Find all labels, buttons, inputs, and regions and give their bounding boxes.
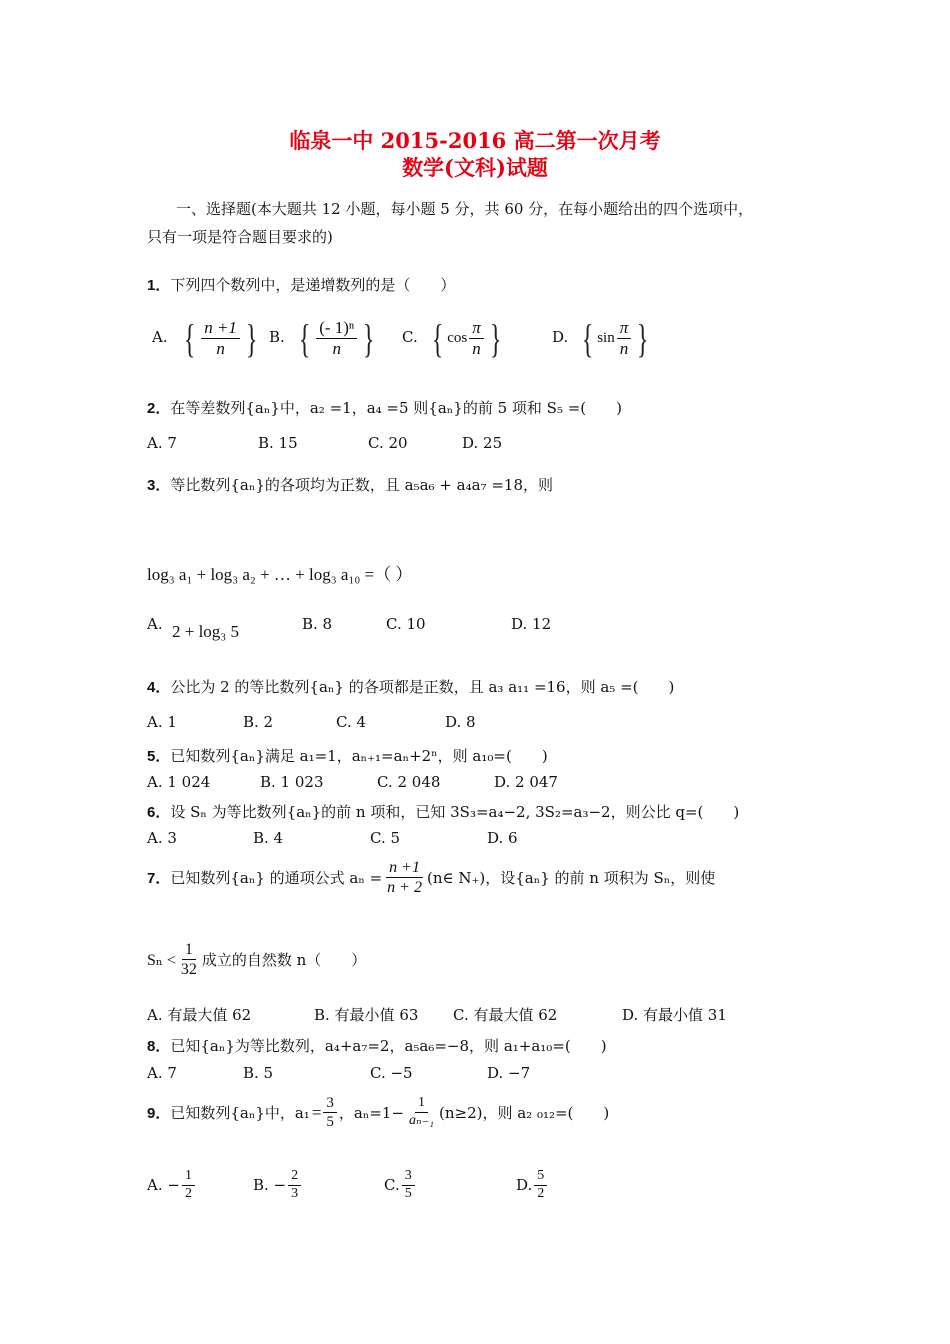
q5-option-b: B. 1 023 <box>260 773 324 791</box>
q2-option-b: B. 15 <box>258 434 298 452</box>
option-label: B. − <box>253 1176 287 1195</box>
q6-option-a: A. 3 <box>147 829 177 847</box>
question-text-a: 已知数列{aₙ} 的通项公式 aₙ = <box>170 869 383 888</box>
q7-option-c: C. 有最大值 62 <box>453 1006 558 1024</box>
q2-option-a: A. 7 <box>147 434 177 452</box>
option-c-label: C. <box>402 328 418 346</box>
option-label: A. − <box>147 1176 180 1195</box>
question-text-a: 已知数列{aₙ}中，a₁ <box>170 1104 310 1122</box>
frac-denominator: 5 <box>326 1114 334 1130</box>
frac-numerator: 1 <box>182 940 196 960</box>
question-text: 设 Sₙ 为等比数列{aₙ}的前 n 项和，已知 3S₃=a₄−2, 3S₂=a₃−2，则公比 q=( ) <box>170 803 740 821</box>
option-d-expr: { sin $\frac{\pi}{n}$ } <box>581 315 649 361</box>
q7-option-a: A. 有最大值 62 <box>147 1006 252 1024</box>
exam-subtitle: 数学(文科)试题 <box>402 155 548 180</box>
q3-option-d: D. 12 <box>511 615 552 633</box>
section-intro-line2: 只有一项是符合题目要求的) <box>147 228 333 246</box>
frac-numerator: 2 <box>288 1168 301 1186</box>
option-b-expr: { $\frac{\text{(- 1)ⁿ}}{n}$ } <box>298 315 375 361</box>
q3-expression: log₃ a₁ + log₃ a₂ + … + log₃ a₁₀ =（ ） <box>147 565 413 584</box>
frac-denominator: 2 <box>537 1185 545 1201</box>
frac-denominator: 5 <box>404 1185 412 1201</box>
frac-numerator: 1 <box>182 1168 195 1186</box>
question-number: 9． <box>147 1105 171 1122</box>
question-number: 7． <box>147 870 171 888</box>
frac-denominator: aₙ₋₁ <box>409 1113 434 1128</box>
q2-option-d: D. 25 <box>462 434 503 452</box>
q6-option-d: D. 6 <box>487 829 518 847</box>
question-number: 6． <box>147 804 171 821</box>
exam-title: 临泉一中 2015-2016 高二第一次月考 <box>289 128 661 153</box>
q5-option-d: D. 2 047 <box>494 773 558 791</box>
frac-numerator: 5 <box>534 1168 547 1186</box>
cos-fn: cos <box>447 330 468 347</box>
question-number: 3． <box>147 477 171 494</box>
q8-option-c: C. −5 <box>370 1064 413 1082</box>
frac-numerator: n +1 <box>201 318 240 339</box>
q4-option-b: B. 2 <box>243 713 274 731</box>
question-number: 1． <box>147 277 171 294</box>
q3-option-b: B. 8 <box>302 615 333 633</box>
q6-option-c: C. 5 <box>370 829 401 847</box>
q6-option-b: B. 4 <box>253 829 284 847</box>
question-text: 下列四个数列中，是递增数列的是（ ） <box>170 276 456 294</box>
frac-numerator: n +1 <box>386 858 423 878</box>
q7-option-d: D. 有最小值 31 <box>622 1006 727 1024</box>
sin-fn: sin <box>597 330 615 347</box>
q3-option-c: C. 10 <box>386 615 426 633</box>
frac-denominator: 3 <box>291 1185 299 1201</box>
frac-denominator: n + 2 <box>387 879 422 897</box>
frac-numerator: (- 1)ⁿ <box>316 318 357 339</box>
option-c-expr: { cos $\frac{\pi}{n}$ } <box>431 315 502 361</box>
question-1-options <box>152 315 852 368</box>
equals-sign: = <box>311 1102 322 1122</box>
question-number: 5． <box>147 748 171 765</box>
q9-option-d <box>516 1168 549 1203</box>
frac-denominator: n <box>472 339 481 359</box>
question-3 <box>147 474 553 495</box>
question-text-c: (n≥2)，则 a₂ ₀₁₂=( ) <box>438 1104 610 1122</box>
question-4 <box>147 676 674 697</box>
frac-denominator: 2 <box>184 1185 192 1201</box>
frac-denominator: n <box>216 339 225 359</box>
question-number: 2． <box>147 400 171 417</box>
question-9 <box>147 1094 609 1131</box>
question-text: 公比为 2 的等比数列{aₙ} 的各项都是正数，且 a₃ a₁₁ =16，则 a₅ =( ) <box>170 678 675 696</box>
q3-option-a-expr: 2 + log₃ 5 <box>172 622 239 641</box>
option-b-label: B. <box>269 328 285 346</box>
frac-denominator: n <box>619 339 629 359</box>
q7-option-b: B. 有最小值 63 <box>314 1006 419 1024</box>
section-intro-line1: 一、选择题(本大题共 12 小题，每小题 5 分，共 60 分，在每小题给出的四个选项中， <box>176 200 754 218</box>
q8-option-b: B. 5 <box>243 1064 274 1082</box>
question-7-line2 <box>147 940 366 979</box>
question-7 <box>147 858 715 897</box>
q5-option-a: A. 1 024 <box>147 773 211 791</box>
question-text: 在等差数列{aₙ}中，a₂ =1，a₄ =5 则{aₙ}的前 5 项和 S₅ =( ) <box>170 399 623 417</box>
q8-option-a: A. 7 <box>147 1064 177 1082</box>
option-a-label: A. <box>152 328 168 346</box>
frac-denominator: 32 <box>180 961 197 979</box>
frac-numerator: 3 <box>402 1168 415 1186</box>
q9-option-a <box>147 1168 197 1203</box>
question-6 <box>147 801 739 822</box>
q4-option-d: D. 8 <box>445 713 476 731</box>
q4-option-c: C. 4 <box>336 713 367 731</box>
q4-option-a: A. 1 <box>147 713 177 731</box>
option-d-label: D. <box>552 328 569 346</box>
frac-numerator: 1 <box>415 1095 428 1113</box>
question-text: 已知{aₙ}为等比数列，a₄+a₇=2，a₅a₆=−8，则 a₁+a₁₀=( ) <box>170 1037 607 1055</box>
question-5 <box>147 745 548 766</box>
question-text-c: 成立的自然数 n（ ） <box>201 951 367 970</box>
question-text-b: ，aₙ=1− <box>338 1104 405 1122</box>
question-1 <box>147 274 455 295</box>
question-text: 等比数列{aₙ}的各项均为正数，且 a₅a₆ + a₄a₇ =18，则 <box>170 476 553 494</box>
frac-denominator: n <box>332 339 341 359</box>
question-number: 4． <box>147 679 171 696</box>
question-text-b: (n∈ N₊)，设{aₙ} 的前 n 项积为 Sₙ，则使 <box>426 869 716 888</box>
q3-option-a-label: A. <box>147 615 163 633</box>
question-text: 已知数列{aₙ}满足 a₁=1，aₙ₊₁=aₙ+2ⁿ，则 a₁₀=( ) <box>170 747 548 765</box>
question-number: 8． <box>147 1038 171 1055</box>
q9-option-b <box>253 1168 303 1203</box>
sn-lt: Sₙ < <box>147 951 176 969</box>
q8-option-d: D. −7 <box>487 1064 531 1082</box>
q5-option-c: C. 2 048 <box>377 773 441 791</box>
q9-option-c <box>384 1168 417 1203</box>
q2-option-c: C. 20 <box>368 434 408 452</box>
frac-numerator: π <box>469 318 484 339</box>
option-label: D. <box>516 1176 533 1195</box>
frac-numerator: 3 <box>323 1094 337 1113</box>
question-2 <box>147 397 622 418</box>
question-8 <box>147 1035 607 1056</box>
option-a-expr: { $\frac{n +1}{n}$ } <box>183 315 258 361</box>
frac-numerator: π <box>617 318 632 339</box>
option-label: C. <box>384 1176 400 1195</box>
